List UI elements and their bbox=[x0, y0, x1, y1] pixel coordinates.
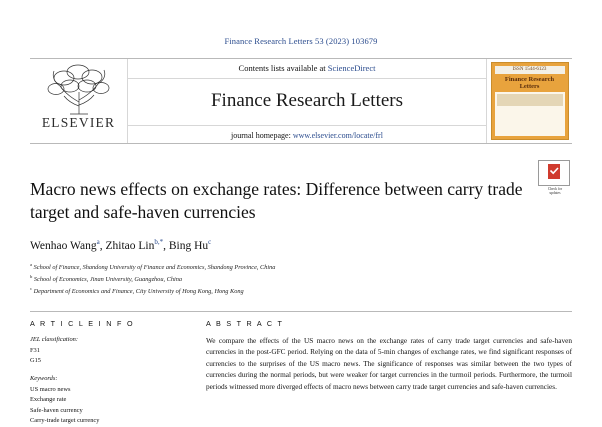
author-affil-marker: a bbox=[96, 238, 100, 247]
jel-code: G15 bbox=[30, 357, 42, 365]
keyword-item: US macro news bbox=[30, 386, 71, 394]
keyword-item: Carry-trade target currency bbox=[30, 417, 100, 425]
author-name: Bing Hu bbox=[168, 240, 209, 253]
journal-homepage-link[interactable]: www.elsevier.com/locate/frl bbox=[292, 131, 383, 140]
jel-label: JEL classification: bbox=[30, 335, 78, 343]
affiliation-text: Department of Economics and Finance, City University of Hong Kong, Hong Kong bbox=[33, 287, 244, 295]
affiliation-item bbox=[30, 261, 572, 273]
cover-top-line: ISSN 1544-6123 bbox=[495, 66, 565, 74]
affiliation-marker: b bbox=[30, 273, 33, 279]
homepage-line bbox=[128, 125, 486, 140]
contents-prefix: Contents lists available at bbox=[238, 63, 328, 73]
jel-code: F31 bbox=[30, 346, 40, 354]
journal-masthead bbox=[30, 58, 572, 144]
info-spacer bbox=[30, 367, 190, 374]
keyword-item: Exchange rate bbox=[30, 396, 67, 404]
author-affil-marker: c bbox=[208, 238, 212, 247]
abstract-heading: A B S T R A C T bbox=[206, 318, 284, 328]
journal-reference: Finance Research Letters 53 (2023) 103679 bbox=[224, 36, 378, 46]
page-title: Macro news effects on exchange rates: Difference between carry trade target and safe-haven currencies bbox=[30, 179, 523, 223]
author-list: Wenhao Wang$^a$, Zhitao Lin$^{b,*}$, Bing Hu$^c$ bbox=[30, 238, 212, 253]
affiliation-text: School of Finance, Shandong University of Finance and Economics, Shandong Province, China bbox=[33, 264, 276, 272]
abstract-text: We compare the effects of the US macro news on the exchange rates of carry trade target currencies and safe-haven currencies in the post-GFC period. Relying on the data of 5-min changes of exchange rates, we find significant responses of currencies to the surprises of the US macro news. The significance of responses was similar between the two types of currencies during the normal periods, but were weaker for target currencies in the turmoil periods. Furthermore, the turmoil periods witnessed more diverged effects of macro news between carry trade target currencies and safe-haven currencies. bbox=[206, 335, 572, 391]
author-name: Zhitao Lin bbox=[105, 240, 155, 253]
elsevier-tree-icon bbox=[40, 62, 118, 117]
publisher-name: ELSEVIER bbox=[41, 115, 116, 130]
cover-contents-lines bbox=[495, 92, 565, 136]
article-info-column bbox=[30, 319, 190, 427]
article-info-heading: A R T I C L E I N F O bbox=[30, 318, 135, 328]
affiliation-text: School of Economics, Jinan University, Guangzhou, China bbox=[33, 275, 183, 283]
masthead-center bbox=[128, 59, 486, 143]
affiliation-marker: a bbox=[30, 262, 33, 268]
keywords-label: Keywords: bbox=[30, 374, 58, 382]
info-abstract-section bbox=[30, 311, 572, 427]
affiliation-list bbox=[30, 261, 572, 297]
crossmark-icon bbox=[543, 163, 565, 183]
badge-label: Check for updates bbox=[547, 187, 563, 196]
affiliation-marker: c bbox=[30, 285, 33, 291]
journal-cover-image bbox=[491, 62, 569, 140]
author-name: Wenhao Wang bbox=[30, 240, 97, 253]
badge-box bbox=[538, 160, 570, 186]
check-for-updates-badge[interactable] bbox=[538, 160, 572, 196]
affiliation-item bbox=[30, 273, 572, 285]
affiliation-item bbox=[30, 285, 572, 297]
publisher-logo-block bbox=[30, 59, 128, 143]
sciencedirect-link[interactable]: ScienceDirect bbox=[327, 63, 376, 73]
abstract-column bbox=[206, 319, 572, 427]
homepage-prefix: journal homepage: bbox=[231, 131, 293, 140]
journal-cover-block bbox=[486, 59, 572, 143]
journal-title: Finance Research Letters bbox=[210, 90, 404, 111]
contents-line bbox=[128, 63, 486, 79]
author-affil-marker: b,* bbox=[154, 238, 164, 247]
keyword-item: Safe-haven currency bbox=[30, 406, 83, 414]
cover-title: Finance Research Letters bbox=[504, 75, 555, 90]
